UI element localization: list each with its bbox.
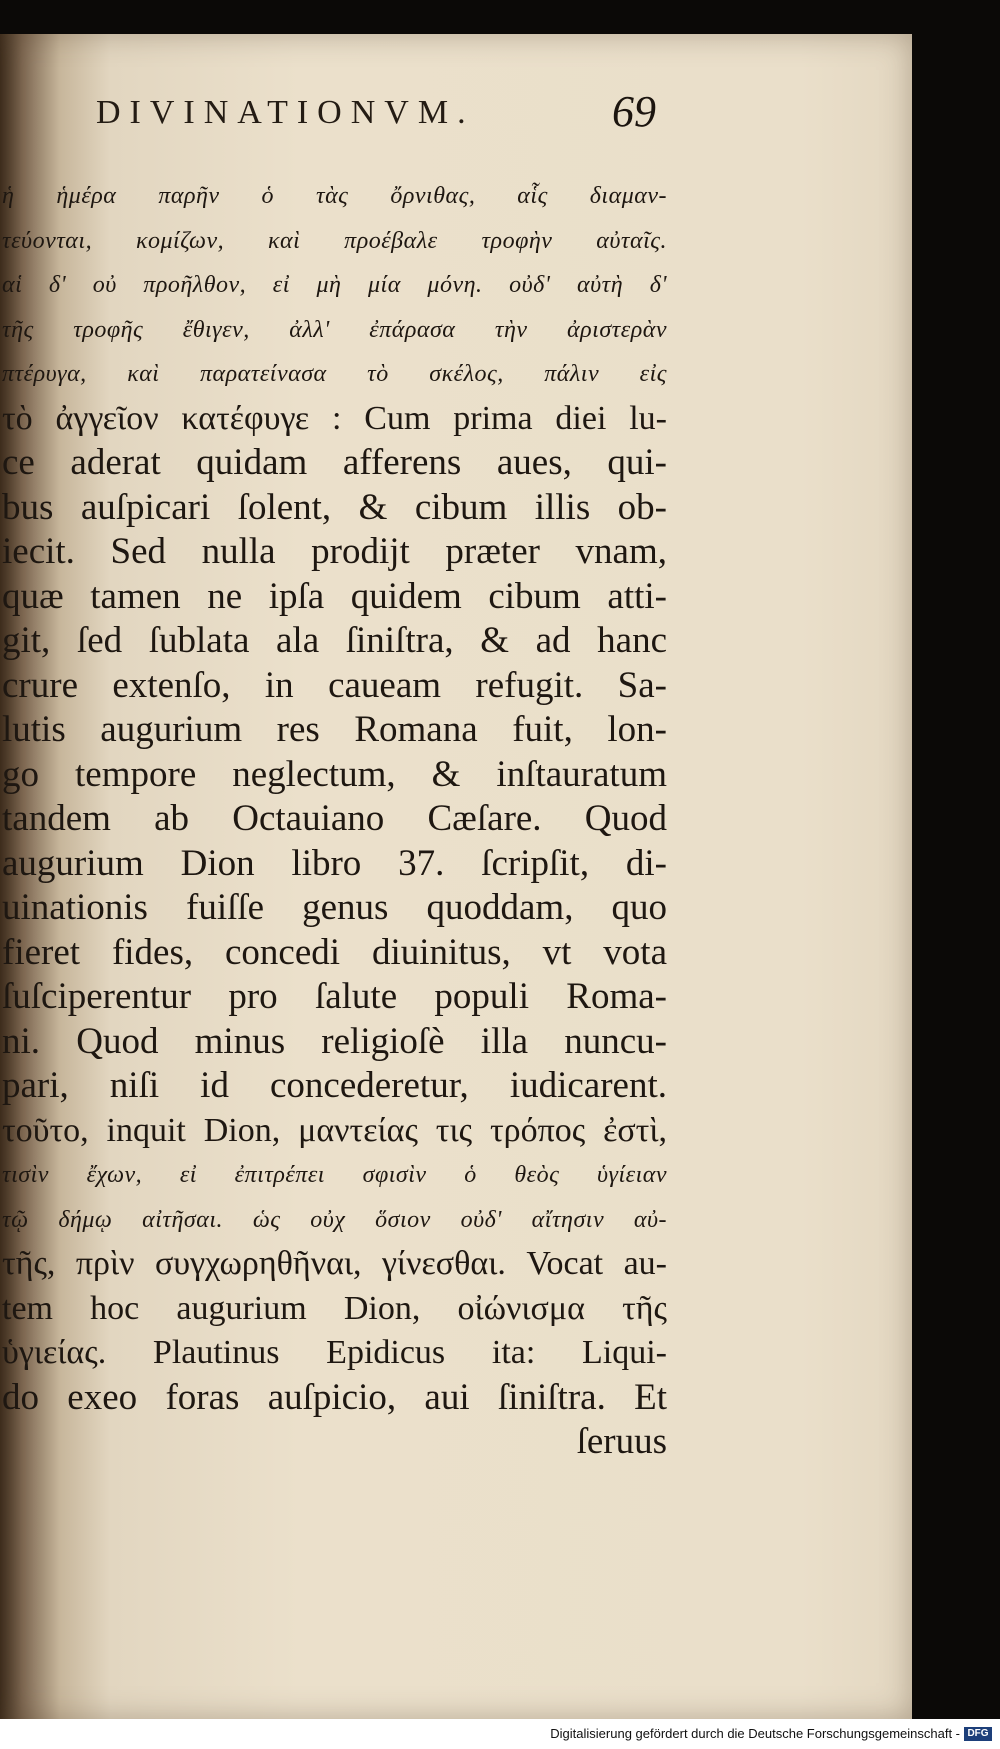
- text-line: do exeo foras auſpicio, aui ſiniſtra. Et: [2, 1376, 667, 1418]
- text-line: αἱ δ' οὐ προῆλθον, εἰ μὴ μία μόνη. οὐδ' αὐτὴ δ': [2, 272, 667, 298]
- text-line: git, ſed ſublata ala ſiniſtra, & ad hanc: [2, 620, 667, 661]
- text-line: ce aderat quidam afferens aues, qui-: [2, 442, 667, 483]
- text-line: fieret fides, concedi diuinitus, vt vota: [2, 931, 667, 973]
- text-line: tem hoc augurium Dion, οἰώνισμα τῆς: [2, 1289, 667, 1327]
- body-text: [0, 174, 667, 1465]
- funding-credit: Digitalisierung gefördert durch die Deutsche Forschungsgemeinschaft -: [550, 1726, 960, 1741]
- text-line: bus auſpicari ſolent, & cibum illis ob-: [2, 486, 667, 528]
- text-line: τῆς τροφῆς ἔθιγεν, ἀλλ' ἐπάρασα τὴν ἀριστερὰν: [2, 316, 667, 343]
- book-page: [0, 34, 912, 1719]
- text-line: τοῦτο, inquit Dion, μαντείας τις τρόπος ἐστὶ,: [2, 1111, 667, 1149]
- text-line: τῆς, πρὶν συγχωρηθῆναι, γίνεσθαι. Vocat au-: [2, 1245, 667, 1282]
- page-number: 69: [612, 87, 656, 136]
- running-head: DIVINATIONVM.: [96, 94, 475, 131]
- text-line: ἡ ἡμέρα παρῆν ὁ τὰς ὄρνιθας, αἷς διαμαν-: [2, 183, 667, 209]
- text-line: τισὶν ἔχων, εἰ ἐπιτρέπει σφισὶν ὁ θεὸς ὑγίειαν: [2, 1162, 667, 1188]
- text-line: tandem ab Octauiano Cæſare. Quod: [2, 798, 667, 839]
- text-line: iecit. Sed nulla prodijt præter vnam,: [2, 531, 667, 572]
- text-line: ſuſciperentur pro ſalute populi Roma-: [2, 976, 667, 1017]
- text-line: go tempore neglectum, & inſtauratum: [2, 753, 667, 795]
- text-line: ὑγιείας. Plautinus Epidicus ita: Liqui-: [2, 1334, 667, 1371]
- text-line: τὸ ἀγγεῖον κατέφυγε : Cum prima diei lu-: [2, 399, 667, 437]
- page-header: [96, 86, 656, 146]
- text-line: quæ tamen ne ipſa quidem cibum atti-: [2, 575, 667, 617]
- text-line: ni. Quod minus religioſè illa nuncu-: [2, 1020, 667, 1062]
- text-line: πτέρυγα, καὶ παρατείνασα τὸ σκέλος, πάλιν εἰς: [2, 361, 667, 387]
- text-line: augurium Dion libro 37. ſcripſit, di-: [2, 842, 667, 884]
- text-line: crure extenſo, in caueam refugit. Sa-: [2, 664, 667, 706]
- text-line: uinationis fuiſſe genus quoddam, quo: [2, 887, 667, 928]
- catchword: ſeruus: [576, 1421, 667, 1462]
- text-line: lutis augurium res Romana fuit, lon-: [2, 709, 667, 750]
- text-line: pari, niſi id concederetur, iudicarent.: [2, 1065, 667, 1106]
- dfg-logo: DFG: [964, 1727, 992, 1741]
- digitization-footer: [0, 1719, 1000, 1749]
- text-line: τεύονται, κομίζων, καὶ προέβαλε τροφὴν αὐταῖς.: [2, 227, 667, 254]
- text-line: τῷ δήμῳ αἰτῆσαι. ὡς οὐχ ὅσιον οὐδ' αἴτησιν αὐ-: [2, 1206, 667, 1233]
